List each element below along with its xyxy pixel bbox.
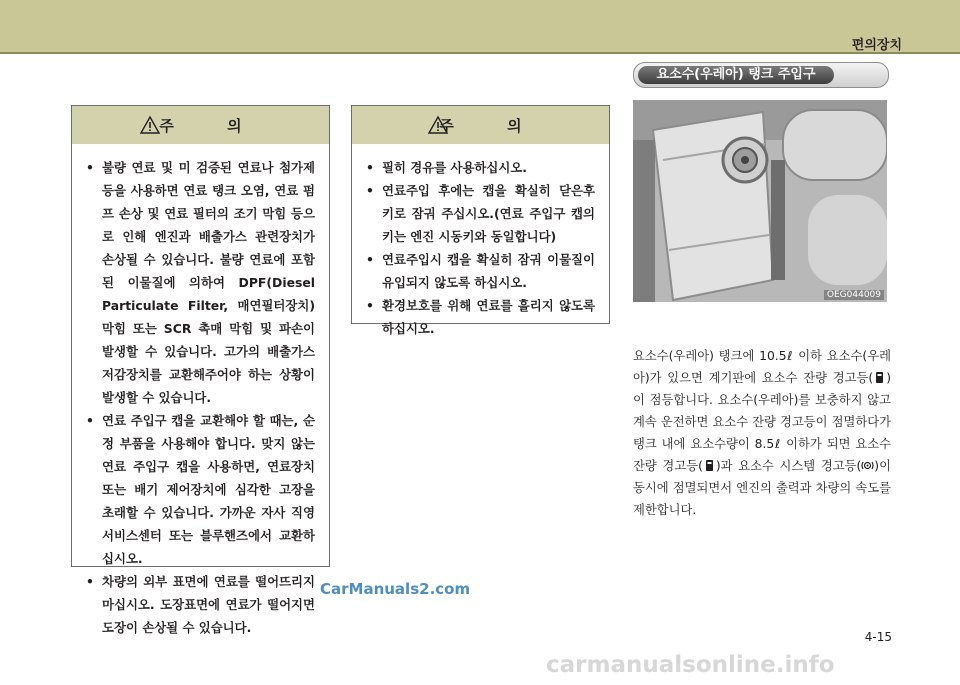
section-label: 편의장치 — [851, 38, 902, 53]
caution-title: 주 의 — [439, 116, 546, 135]
urea-description-part: )과 요소수 시스템 경고등( — [715, 459, 862, 473]
urea-section-heading — [633, 62, 889, 88]
top-band — [0, 0, 960, 52]
caution-box-fuel-quality — [71, 105, 330, 635]
photo-code: OEG044009 — [824, 290, 884, 300]
urea-description — [633, 345, 891, 521]
caution-box-fuel-cap — [351, 105, 610, 336]
top-divider — [0, 52, 960, 54]
caution-item: • 차량의 외부 표면에 연료를 떨어뜨리지 마십시오. 도장표면에 연료가 떨어지면 도장이 손상될 수 있습니다. — [86, 570, 315, 639]
urea-level-warning-icon — [873, 371, 886, 384]
caution-item: • 환경보호를 위해 연료를 흘리지 않도록 하십시오. — [366, 294, 595, 340]
caution-item: • 필히 경유를 사용하십시오. — [366, 156, 595, 179]
urea-level-warning-icon — [703, 459, 716, 472]
urea-tank-illustration — [633, 100, 887, 302]
caution-list — [72, 144, 329, 639]
caution-item: • 연료주입시 캡을 확실히 잠궈 이물질이 유입되지 않도록 하십시오. — [366, 248, 595, 294]
caution-item: • 연료 주입구 캡을 교환해야 할 때는, 순정 부품을 사용해야 합니다. 맞지 않는 연료 주입구 캡을 사용하면, 연료장치 또는 배기 제어장치에 심각한 고장을 초래할 수 있습니다. 가까운 자사 직영 서비스센터 또는 블루핸즈에서 교환하십시오. — [86, 409, 315, 570]
caution-item: • 불량 연료 및 미 검증된 연료나 첨가제 등을 사용하면 연료 탱크 오염, 연료 펌프 손상 및 연료 필터의 조기 막힘 등으로 인해 엔진과 배출가스 관련장치가 손상될 수 있습니다. 불량 연료에 포함된 이물질에 의하여 DPF(Diesel Particulate Filter, 매연필터장치) 막힘 또는 SCR 촉매 막힘 및 파손이 발생할 수 있습니다. 고가의 배출가스 저감장치를 교환해주어야 하는 상황이 발생할 수 있습니다. — [86, 156, 315, 409]
caution-item: • 연료주입 후에는 캡을 확실히 닫은후 키로 잠궈 주십시오.(연료 주입구 캡의 키는 엔진 시동키와 동일합니다) — [366, 179, 595, 248]
caution-header — [72, 106, 329, 144]
warning-icon — [428, 115, 448, 135]
urea-description-part: )이 동시에 점멸되면서 엔진의 출력과 차량의 속도를 제한합니다. — [633, 459, 891, 517]
bottom-watermark: carmanualsonline.info — [546, 652, 835, 678]
caution-list — [352, 144, 609, 340]
caution-title: 주 의 — [159, 116, 266, 135]
urea-system-warning-icon — [861, 459, 874, 472]
warning-icon — [140, 115, 160, 135]
urea-description-part: )이 점등합니다. 요소수(우레아)를 보충하지 않고 계속 운전하면 요소수 잔량 경고등이 점멸하다가 탱크 내에 요소수량이 8.5ℓ 이하가 되면 요소수 잔량 경고등( — [633, 371, 891, 473]
urea-section-title: 요소수(우레아) 탱크 주입구 — [638, 66, 834, 84]
page-number: 4-15 — [864, 630, 892, 644]
urea-tank-photo — [633, 100, 887, 302]
caution-header — [352, 106, 609, 144]
watermark-link[interactable]: CarManuals2.com — [320, 580, 471, 598]
urea-description-part: 요소수(우레아) 탱크에 10.5ℓ 이하 요소수(우레아)가 있으면 계기판에 요소수 잔량 경고등( — [633, 349, 891, 385]
